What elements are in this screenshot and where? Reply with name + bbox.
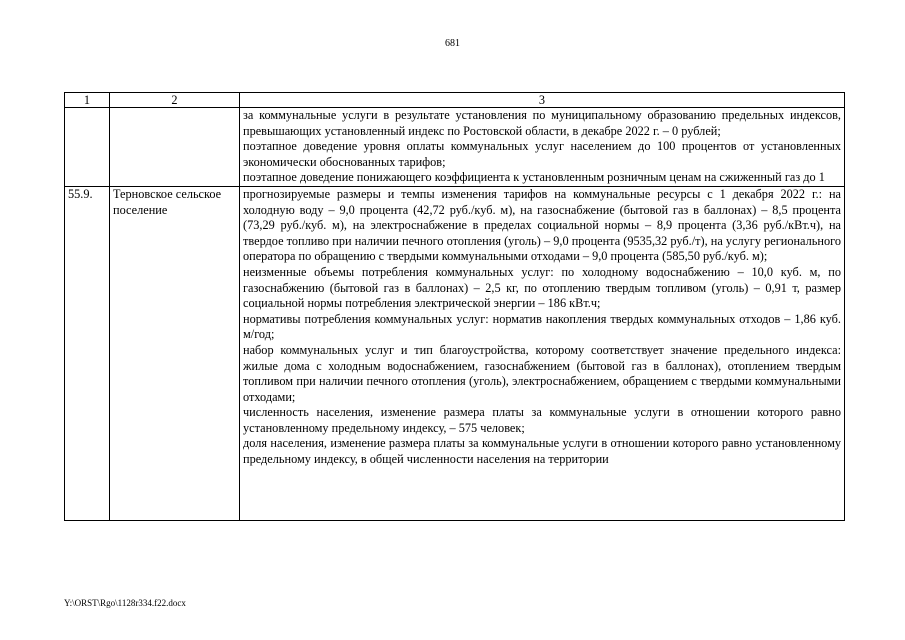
continuation-paragraph: поэтапное доведение понижающего коэффициента к установленным розничным ценам на сжиженный газ до 1 [243, 170, 825, 185]
description-paragraph: доля населения, изменение размера платы за коммунальные услуги в отношении которого равно установленному предельному индексу, в общей численности населения на территории [243, 436, 841, 467]
table-row-continuation [65, 108, 845, 187]
page-number: 681 [445, 38, 460, 49]
row-number: 55.9. [65, 186, 110, 520]
column-header-1: 1 [65, 93, 110, 108]
description-paragraph: численность населения, изменение размера платы за коммунальные услуги в отношении которого равно установленному предельному индексу, – 575 человек; [243, 405, 841, 435]
description-paragraph: прогнозируемые размеры и темпы изменения тарифов на коммунальные ресурсы с 1 декабря 2022 г.: на холодную воду – 9,0 процента (42,72 руб./куб. м), на газоснабжение (бытовой газ в баллонах) – 8,5 процента (73,29 руб./куб. м), на электроснабжение в пределах социальной нормы – 8,9 процента (3,36 руб./кВт.ч), на твердое топливо при наличии печного отопления (уголь) – 9,0 процента (9535,32 руб./т), на услугу регионального оператора по обращению с твердыми коммунальными отходами – 9,0 процента (585,50 руб./куб. м); [243, 186, 841, 264]
cell-empty-number [65, 108, 110, 187]
cell-continuation-text [240, 108, 845, 187]
footer-file-path: Y:\ORST\Rgo\1128r334.f22.docx [64, 598, 186, 608]
continuation-paragraph: за коммунальные услуги в результате установления по муниципальному образованию предельных индексов, превышающих установленный индекс по Ростовской области, в декабре 2022 г. – 0 рублей; [243, 108, 841, 138]
document-table [64, 92, 845, 521]
table-header-row [65, 93, 845, 108]
column-header-3: 3 [240, 93, 845, 108]
description-paragraph: нормативы потребления коммунальных услуг: норматив накопления твердых коммунальных отходов – 1,86 куб. м/год; [243, 311, 841, 342]
column-header-2: 2 [110, 93, 240, 108]
settlement-name: Терновское сельское поселение [110, 186, 240, 520]
row-description [240, 186, 845, 520]
table-row-55-9 [65, 186, 845, 520]
description-paragraph: набор коммунальных услуг и тип благоустройства, которому соответствует значение предельного индекса: жилые дома с холодным водоснабжением, газоснабжением (бытовой газ в баллонах), отоплением твердым топливом при наличии печного отопления (уголь), электроснабжением, обращением с твердыми коммунальными отходами; [243, 342, 841, 404]
cell-empty-settlement [110, 108, 240, 187]
continuation-paragraph: поэтапное доведение уровня оплаты коммунальных услуг населением до 100 процентов от установленных экономически обоснованных тарифов; [243, 139, 841, 169]
description-paragraph: неизменные объемы потребления коммунальных услуг: по холодному водоснабжению – 10,0 куб. м, по газоснабжению (бытовой газ в баллонах) – 2,5 кг, по отоплению твердым топливом (уголь) – 0,91 т, размер социальной нормы потребления электрической энергии – 186 кВт.ч; [243, 264, 841, 311]
